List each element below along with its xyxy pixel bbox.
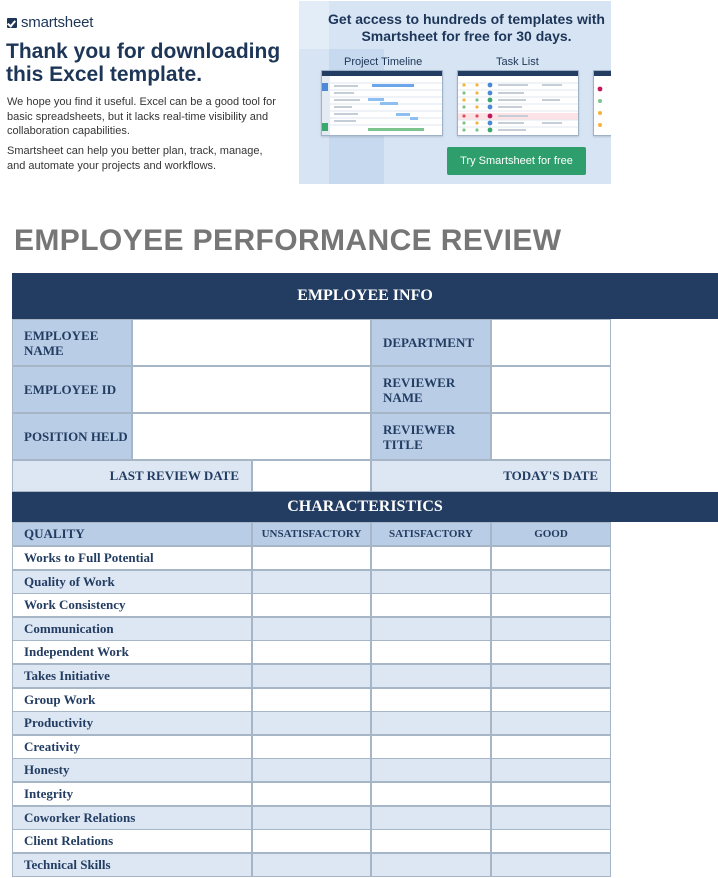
good-cell[interactable] xyxy=(491,617,611,641)
last-review-date-field[interactable] xyxy=(252,460,371,492)
unsatisfactory-cell[interactable] xyxy=(252,570,371,594)
task-list-thumbnail[interactable] xyxy=(457,70,579,136)
satisfactory-cell[interactable] xyxy=(371,711,491,735)
gantt-preview-graphic xyxy=(322,71,442,135)
unsatisfactory-cell[interactable] xyxy=(252,546,371,570)
employee-id-label: EMPLOYEE ID xyxy=(12,366,132,413)
todays-date-label: TODAY'S DATE xyxy=(371,460,611,492)
good-cell[interactable] xyxy=(491,806,611,830)
quality-name: Takes Initiative xyxy=(12,664,252,688)
employee-name-field[interactable] xyxy=(132,319,371,366)
template-preview-graphic xyxy=(594,71,611,135)
unsatisfactory-cell[interactable] xyxy=(252,640,371,664)
unsatisfactory-cell[interactable] xyxy=(252,593,371,617)
satisfactory-cell[interactable] xyxy=(371,617,491,641)
reviewer-name-field[interactable] xyxy=(491,366,611,413)
good-cell[interactable] xyxy=(491,688,611,712)
good-cell[interactable] xyxy=(491,853,611,877)
good-cell[interactable] xyxy=(491,735,611,759)
promo-panel[interactable] xyxy=(299,1,611,184)
satisfactory-cell[interactable] xyxy=(371,688,491,712)
position-held-field[interactable] xyxy=(132,413,371,460)
intro-paragraph: We hope you find it useful. Excel can be a good tool for basic spreadsheets, but it lacks real-time visibility and collaboration capabilities. xyxy=(7,96,276,137)
satisfactory-cell[interactable] xyxy=(371,664,491,688)
good-cell[interactable] xyxy=(491,829,611,853)
quality-name: Quality of Work xyxy=(12,570,252,594)
good-cell[interactable] xyxy=(491,664,611,688)
unsatisfactory-column-header: UNSATISFACTORY xyxy=(252,522,371,546)
unsatisfactory-cell[interactable] xyxy=(252,711,371,735)
good-cell[interactable] xyxy=(491,640,611,664)
quality-name: Independent Work xyxy=(12,640,252,664)
good-cell[interactable] xyxy=(491,546,611,570)
extra-template-thumbnail[interactable] xyxy=(593,70,611,136)
employee-id-field[interactable] xyxy=(132,366,371,413)
unsatisfactory-cell[interactable] xyxy=(252,664,371,688)
quality-name: Creativity xyxy=(12,735,252,759)
employee-name-label: EMPLOYEE NAME xyxy=(12,319,132,366)
unsatisfactory-cell[interactable] xyxy=(252,688,371,712)
quality-name: Productivity xyxy=(12,711,252,735)
quality-column-header: QUALITY xyxy=(12,522,252,546)
last-review-date-label: LAST REVIEW DATE xyxy=(12,460,252,492)
department-field[interactable] xyxy=(491,319,611,366)
try-smartsheet-button[interactable]: Try Smartsheet for free xyxy=(447,147,586,175)
satisfactory-cell[interactable] xyxy=(371,735,491,759)
good-cell[interactable] xyxy=(491,711,611,735)
project-timeline-thumbnail[interactable] xyxy=(321,70,443,136)
satisfactory-cell[interactable] xyxy=(371,758,491,782)
satisfactory-cell[interactable] xyxy=(371,829,491,853)
thanks-heading: Thank you for downloading this Excel template. xyxy=(6,40,281,86)
good-cell[interactable] xyxy=(491,593,611,617)
quality-name: Integrity xyxy=(12,782,252,806)
quality-name: Client Relations xyxy=(12,829,252,853)
brand-name: smartsheet xyxy=(21,14,94,31)
satisfactory-cell[interactable] xyxy=(371,853,491,877)
task-list-preview-graphic xyxy=(458,71,578,135)
smartsheet-check-icon xyxy=(7,18,17,28)
quality-name: Work Consistency xyxy=(12,593,252,617)
promo-headline: Get access to hundreds of templates with Smartsheet for free for 30 days. xyxy=(328,11,605,44)
satisfactory-cell[interactable] xyxy=(371,806,491,830)
reviewer-title-label: REVIEWER TITLE xyxy=(371,413,491,460)
unsatisfactory-cell[interactable] xyxy=(252,806,371,830)
good-cell[interactable] xyxy=(491,782,611,806)
good-column-header: GOOD xyxy=(491,522,611,546)
satisfactory-cell[interactable] xyxy=(371,782,491,806)
satisfactory-cell[interactable] xyxy=(371,640,491,664)
satisfactory-cell[interactable] xyxy=(371,570,491,594)
quality-name: Honesty xyxy=(12,758,252,782)
unsatisfactory-cell[interactable] xyxy=(252,782,371,806)
quality-name: Coworker Relations xyxy=(12,806,252,830)
satisfactory-column-header: SATISFACTORY xyxy=(371,522,491,546)
good-cell[interactable] xyxy=(491,570,611,594)
project-timeline-label: Project Timeline xyxy=(344,56,423,68)
characteristics-header: CHARACTERISTICS xyxy=(12,492,718,522)
unsatisfactory-cell[interactable] xyxy=(252,617,371,641)
reviewer-name-label: REVIEWER NAME xyxy=(371,366,491,413)
position-held-label: POSITION HELD xyxy=(12,413,132,460)
satisfactory-cell[interactable] xyxy=(371,593,491,617)
value-paragraph: Smartsheet can help you better plan, track, manage, and automate your projects and workflows. xyxy=(7,145,263,172)
quality-name: Works to Full Potential xyxy=(12,546,252,570)
quality-name: Communication xyxy=(12,617,252,641)
smartsheet-logo[interactable] xyxy=(7,14,93,31)
satisfactory-cell[interactable] xyxy=(371,546,491,570)
unsatisfactory-cell[interactable] xyxy=(252,758,371,782)
task-list-label: Task List xyxy=(496,56,539,68)
good-cell[interactable] xyxy=(491,758,611,782)
page-title: EMPLOYEE PERFORMANCE REVIEW xyxy=(14,224,562,257)
department-label: DEPARTMENT xyxy=(371,319,491,366)
quality-name: Technical Skills xyxy=(12,853,252,877)
unsatisfactory-cell[interactable] xyxy=(252,829,371,853)
unsatisfactory-cell[interactable] xyxy=(252,735,371,759)
quality-name: Group Work xyxy=(12,688,252,712)
reviewer-title-field[interactable] xyxy=(491,413,611,460)
unsatisfactory-cell[interactable] xyxy=(252,853,371,877)
employee-info-header: EMPLOYEE INFO xyxy=(12,273,718,319)
